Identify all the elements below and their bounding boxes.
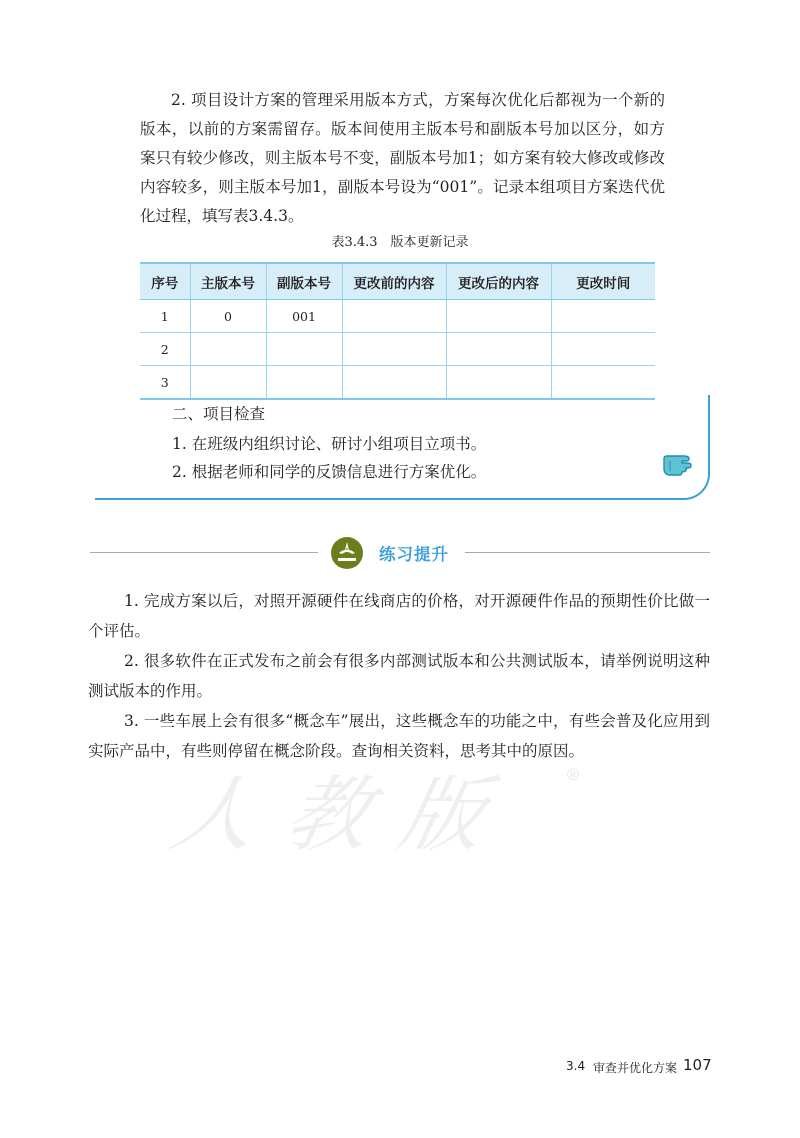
practice-title: 练习提升 bbox=[379, 545, 449, 564]
table-cell: 2 bbox=[140, 333, 190, 366]
practice-divider-right bbox=[465, 552, 710, 553]
pointing-hand-icon bbox=[662, 450, 696, 478]
version-table bbox=[140, 262, 655, 400]
practice-item: 1. 完成方案以后，对照开源硬件在线商店的价格，对开源硬件作品的预期性价比做一个评估。 bbox=[88, 592, 710, 640]
registered-mark: ® bbox=[565, 765, 581, 784]
table-cell: 0 bbox=[190, 300, 266, 333]
footer-section-title: 审查并优化方案 bbox=[593, 1061, 678, 1075]
table-cell bbox=[190, 333, 266, 366]
table-header-row bbox=[140, 263, 655, 300]
project-check-title: 二、项目检查 bbox=[172, 405, 266, 423]
col-header: 序号 bbox=[140, 263, 190, 300]
col-header: 主版本号 bbox=[190, 263, 266, 300]
footer-section-number: 3.4 bbox=[566, 1059, 586, 1073]
col-header: 副版本号 bbox=[266, 263, 342, 300]
table-cell bbox=[266, 333, 342, 366]
col-header: 更改前的内容 bbox=[342, 263, 446, 300]
intro-paragraph: 2. 项目设计方案的管理采用版本方式，方案每次优化后都视为一个新的版本，以前的方案需留存。版本间使用主版本号和副版本号加以区分，如方案只有较少修改，则主版本号不变，副版本号加1；如方案有较大修改或修改内容较多，则主版本号加1，副版本号设为“001”。记录本组项目方案迭代优化过程，填写表3.4.3。 bbox=[140, 91, 665, 225]
table-row bbox=[140, 333, 655, 366]
table-cell bbox=[446, 366, 551, 400]
table-cell: 001 bbox=[266, 300, 342, 333]
table-cell: 3 bbox=[140, 366, 190, 400]
publisher-watermark: 人教版 bbox=[163, 768, 526, 863]
table-row bbox=[140, 300, 655, 333]
col-header: 更改时间 bbox=[551, 263, 655, 300]
table-cell bbox=[342, 333, 446, 366]
table-cell bbox=[551, 300, 655, 333]
table-cell bbox=[190, 366, 266, 400]
table-cell bbox=[446, 333, 551, 366]
practice-badge-icon bbox=[330, 536, 364, 570]
check-item: 1. 在班级内组织讨论、研讨小组项目立项书。 bbox=[172, 435, 487, 453]
table-cell bbox=[551, 333, 655, 366]
table-cell bbox=[551, 366, 655, 400]
table-cell bbox=[446, 300, 551, 333]
check-item: 2. 根据老师和同学的反馈信息进行方案优化。 bbox=[172, 463, 487, 481]
table-caption: 表3.4.3 版本更新记录 bbox=[331, 235, 469, 250]
table-cell bbox=[342, 300, 446, 333]
page-number: 107 bbox=[683, 1056, 712, 1074]
practice-item: 2. 很多软件在正式发布之前会有很多内部测试版本和公共测试版本，请举例说明这种测试版本的作用。 bbox=[88, 652, 710, 700]
table-cell bbox=[342, 366, 446, 400]
practice-item: 3. 一些车展上会有很多“概念车”展出，这些概念车的功能之中，有些会普及化应用到实际产品中，有些则停留在概念阶段。查询相关资料，思考其中的原因。 bbox=[88, 712, 710, 760]
table-cell bbox=[266, 366, 342, 400]
col-header: 更改后的内容 bbox=[446, 263, 551, 300]
practice-divider-left bbox=[90, 552, 318, 553]
table-row bbox=[140, 366, 655, 400]
table-cell: 1 bbox=[140, 300, 190, 333]
